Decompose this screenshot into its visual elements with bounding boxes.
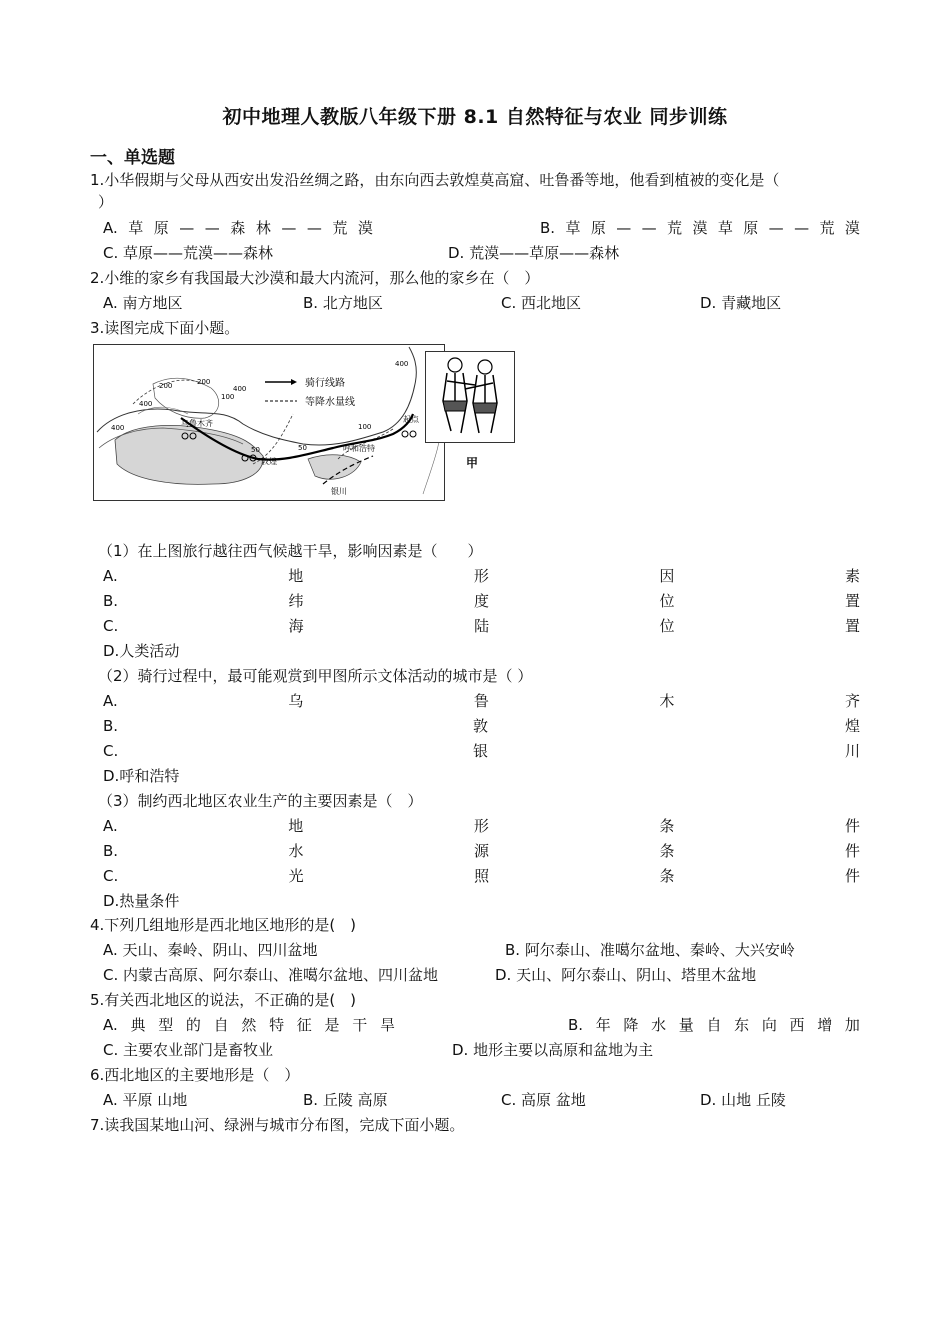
- sub-question-2-option-c-label[interactable]: C.: [103, 742, 119, 760]
- question-2-option-b[interactable]: B. 北方地区: [303, 294, 383, 312]
- question-1-option-b[interactable]: B. 草 原 — — 荒 漠 草 原 — — 荒 漠: [540, 219, 860, 237]
- question-4-option-c[interactable]: C. 内蒙古高原、阿尔泰山、准噶尔盆地、四川盆地: [103, 966, 439, 984]
- sub-question-2-option-a[interactable]: A. 乌 鲁 木 齐: [103, 692, 860, 710]
- question-4-option-b[interactable]: B. 阿尔泰山、准噶尔盆地、秦岭、大兴安岭: [505, 941, 795, 959]
- question-4-stem: 4.下列几组地形是西北地区地形的是( ): [90, 916, 357, 934]
- question-5-option-c[interactable]: C. 主要农业部门是畜牧业: [103, 1041, 274, 1059]
- question-1-stem: 1.小华假期与父母从西安出发沿丝绸之路，由东向西去敦煌莫高窟、吐鲁番等地，他看到植被的变化是（: [90, 171, 780, 189]
- legend-isohyet-label: 等降水量线: [305, 397, 355, 408]
- question-5-stem: 5.有关西北地区的说法，不正确的是( ): [90, 991, 357, 1009]
- sub-question-2-option-b-label[interactable]: B.: [103, 717, 119, 735]
- isohyet-value: 100: [358, 423, 372, 431]
- sub-question-2-option-b-char: 敦: [473, 717, 489, 735]
- isohyet-value: 50: [298, 444, 307, 452]
- question-5-option-b[interactable]: B. 年 降 水 量 自 东 向 西 增 加: [568, 1016, 860, 1034]
- sub-question-1-stem: （1）在上图旅行越往西气候越干旱，影响因素是（ ）: [98, 542, 483, 560]
- sub-question-3-option-a[interactable]: A. 地 形 条 件: [103, 817, 860, 835]
- sub-question-1-option-d[interactable]: D.人类活动: [103, 642, 180, 660]
- isohyet-value: 400: [111, 424, 125, 432]
- page-title: 初中地理人教版八年级下册 8.1 自然特征与农业 同步训练: [222, 106, 728, 128]
- sub-question-3-stem: （3）制约西北地区农业生产的主要因素是（ ）: [98, 792, 423, 810]
- city-label-hohhot: 呼和浩特: [343, 444, 375, 453]
- sub-question-2-option-b-char: 煌: [845, 717, 861, 735]
- question-6-option-a[interactable]: A. 平原 山地: [103, 1091, 188, 1109]
- question-6-option-b[interactable]: B. 丘陵 高原: [303, 1091, 388, 1109]
- question-7-stem: 7.读我国某地山河、绿洲与城市分布图，完成下面小题。: [90, 1116, 465, 1134]
- city-label-urumqi: 乌鲁木齐: [181, 419, 213, 428]
- sub-question-2-stem: （2）骑行过程中，最可能观赏到甲图所示文体活动的城市是（ ）: [98, 667, 533, 685]
- isohyet-value: 200: [197, 378, 211, 386]
- city-label-start: 起点: [403, 415, 419, 424]
- section-heading: 一、单选题: [90, 148, 175, 168]
- isohyet-value: 400: [233, 385, 247, 393]
- sub-question-3-option-d[interactable]: D.热量条件: [103, 892, 180, 910]
- question-2-option-c[interactable]: C. 西北地区: [501, 294, 582, 312]
- question-1-option-d[interactable]: D. 荒漠——草原——森林: [448, 244, 620, 262]
- question-2-stem: 2.小维的家乡有我国最大沙漠和最大内流河，那么他的家乡在（ ）: [90, 269, 540, 287]
- sub-question-2-option-c-char: 川: [845, 742, 861, 760]
- question-6-option-d[interactable]: D. 山地 丘陵: [700, 1091, 786, 1109]
- sub-question-3-option-b[interactable]: B. 水 源 条 件: [103, 842, 860, 860]
- sub-question-1-option-a[interactable]: A. 地 形 因 素: [103, 567, 860, 585]
- sub-question-1-option-c[interactable]: C. 海 陆 位 置: [103, 617, 860, 635]
- question-4-option-d[interactable]: D. 天山、阿尔泰山、阴山、塔里木盆地: [495, 966, 757, 984]
- question-1-stem-cont: ）: [98, 193, 114, 211]
- question-2-option-d[interactable]: D. 青藏地区: [700, 294, 782, 312]
- question-5-option-d[interactable]: D. 地形主要以高原和盆地为主: [452, 1041, 654, 1059]
- city-label-dunhuang: 敦煌: [261, 457, 277, 466]
- city-label-yinchuan: 银川: [331, 487, 347, 496]
- isohyet-value: 50: [251, 446, 260, 454]
- question-4-option-a[interactable]: A. 天山、秦岭、阴山、四川盆地: [103, 941, 318, 959]
- question-3-stem: 3.读图完成下面小题。: [90, 319, 240, 337]
- question-2-option-a[interactable]: A. 南方地区: [103, 294, 183, 312]
- question-5-option-a[interactable]: A. 典 型 的 自 然 特 征 是 干 旱: [103, 1016, 395, 1034]
- question-1-option-c[interactable]: C. 草原——荒漠——森林: [103, 244, 274, 262]
- question-6-option-c[interactable]: C. 高原 盆地: [501, 1091, 586, 1109]
- isohyet-value: 200: [159, 382, 173, 390]
- question-6-stem: 6.西北地区的主要地形是（ ）: [90, 1066, 300, 1084]
- sub-question-2-option-c-char: 银: [473, 742, 489, 760]
- isohyet-value: 400: [395, 360, 409, 368]
- sub-question-1-option-b[interactable]: B. 纬 度 位 置: [103, 592, 860, 610]
- legend-route-label: 骑行线路: [305, 378, 345, 389]
- isohyet-value: 100: [221, 393, 235, 401]
- isohyet-value: 400: [139, 400, 153, 408]
- wrestling-illustration: [425, 351, 515, 443]
- question-1-option-a[interactable]: A. 草 原 — — 森 林 — — 荒 漠: [103, 219, 373, 237]
- illustration-label: 甲: [466, 456, 479, 470]
- route-map: [93, 344, 445, 501]
- sub-question-3-option-c[interactable]: C. 光 照 条 件: [103, 867, 860, 885]
- sub-question-2-option-d[interactable]: D.呼和浩特: [103, 767, 180, 785]
